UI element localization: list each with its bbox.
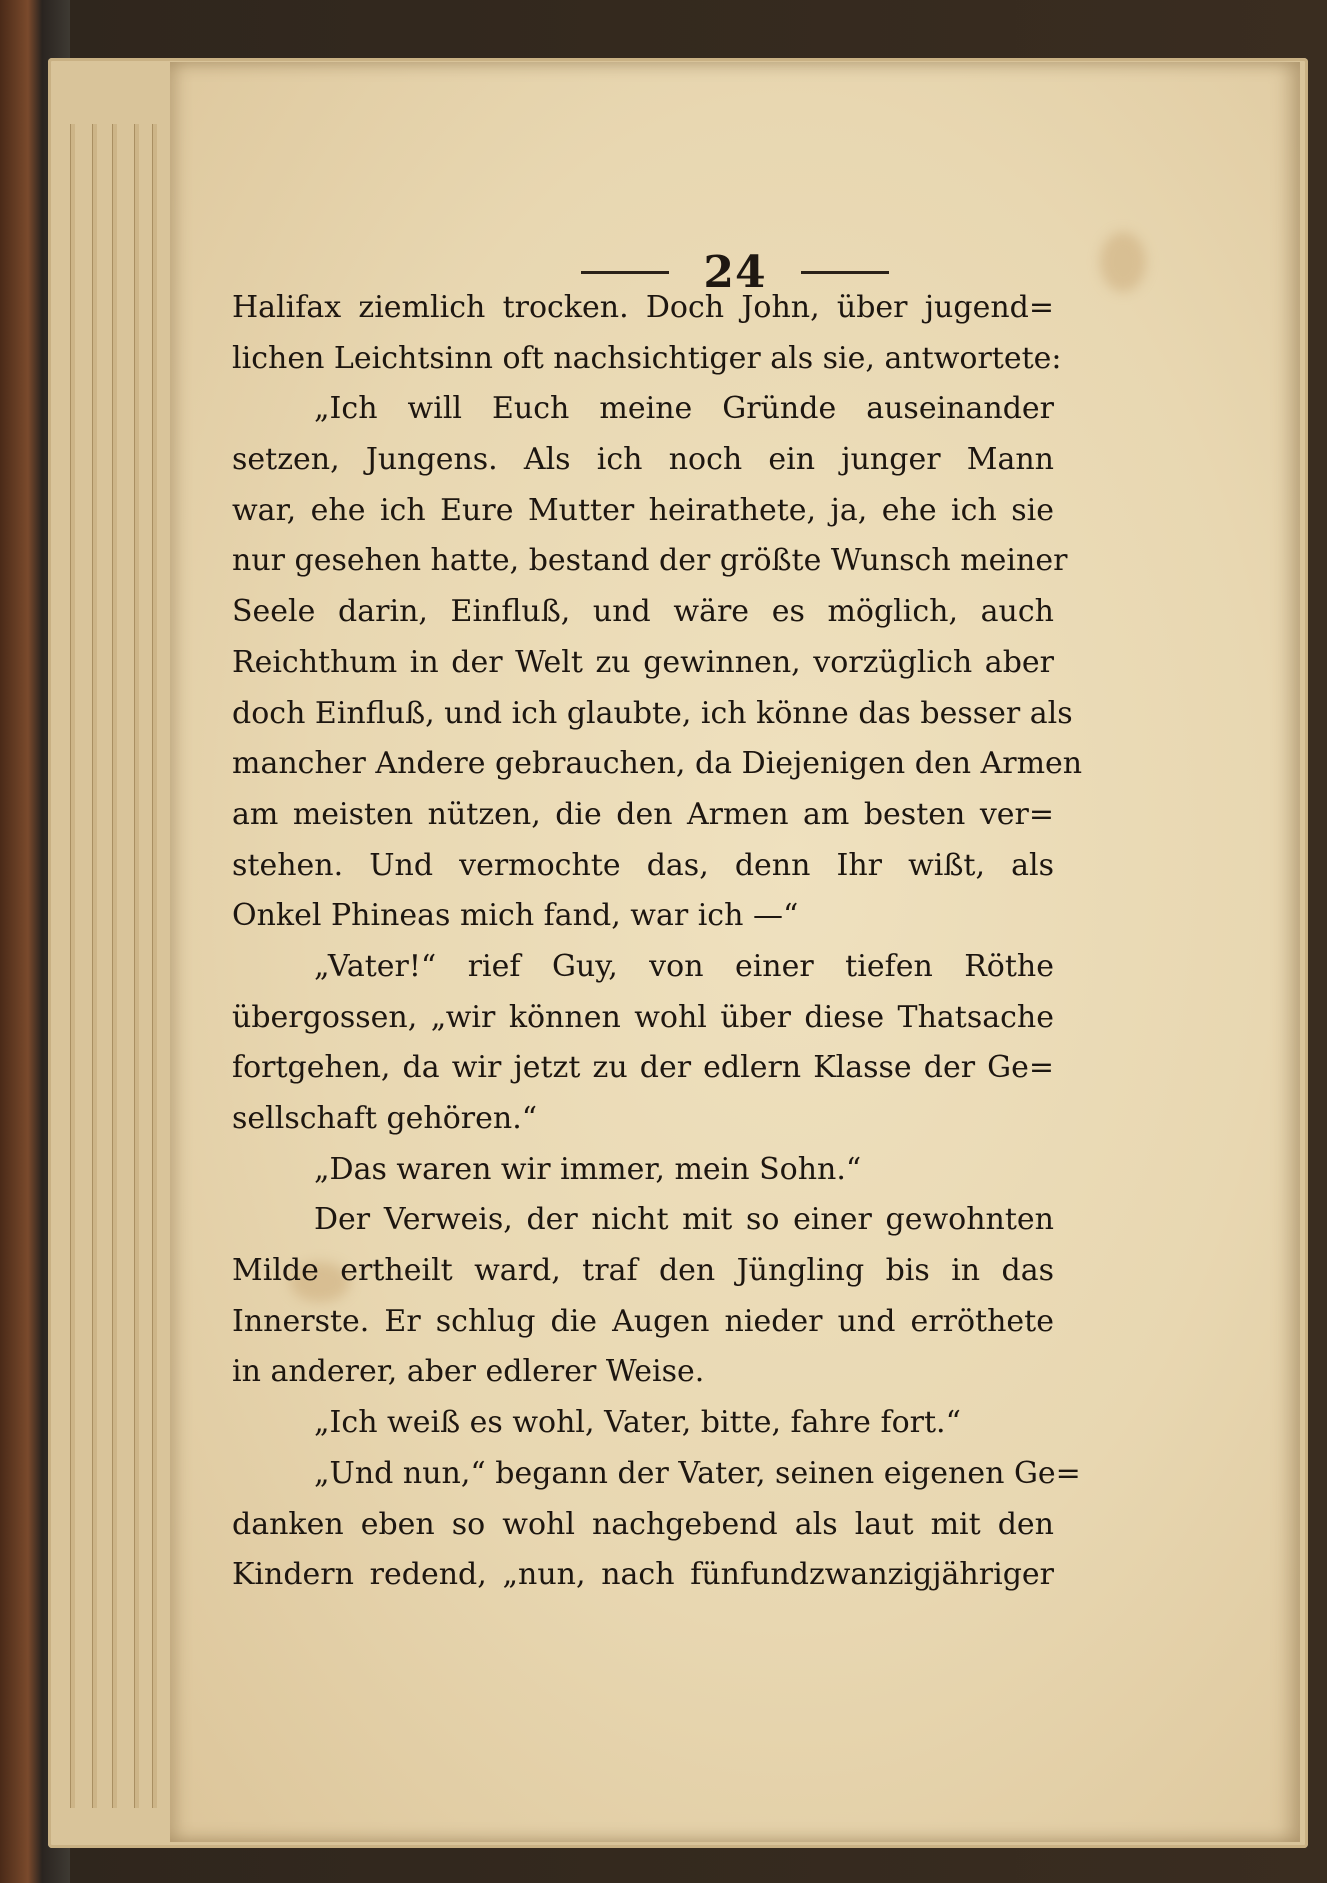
leaf-edge	[152, 124, 157, 1808]
text-line: setzen, Jungens. Als ich noch ein junger Mann	[232, 442, 1054, 478]
leaf-edge	[134, 124, 139, 1808]
text-line: in anderer, aber edlerer Weise.	[232, 1354, 705, 1390]
leaf-edge	[112, 124, 117, 1808]
text-line: Onkel Phineas mich fand, war ich —“	[232, 898, 799, 934]
text-line: war, ehe ich Eure Mutter heirathete, ja, ehe ich sie	[232, 492, 1054, 528]
text-line: Reichthum in der Welt zu gewinnen, vorzüglich aber	[232, 644, 1054, 680]
text-line: fortgehen, da wir jetzt zu der edlern Klasse der Ge=	[232, 1050, 1054, 1086]
leaf-edge	[70, 124, 75, 1808]
header-rule-right	[801, 271, 889, 274]
text-line: übergossen, „wir können wohl über diese Thatsache	[232, 999, 1054, 1035]
text-line: sellschaft gehören.“	[232, 1101, 538, 1136]
text-line: „Das waren wir immer, mein Sohn.“	[314, 1151, 862, 1187]
text-line: Der Verweis, der nicht mit so einer gewohnten	[314, 1202, 1054, 1238]
text-line: „Ich weiß es wohl, Vater, bitte, fahre fort.“	[314, 1405, 961, 1441]
text-line: Halifax ziemlich trocken. Doch John, über jugend=	[232, 290, 1054, 325]
text-line: „Vater!“ rief Guy, von einer tiefen Röthe	[314, 948, 1054, 984]
text-line: am meisten nützen, die den Armen am besten ver=	[232, 796, 1054, 832]
text-line: Seele darin, Einfluß, und wäre es möglich, auch	[232, 594, 1054, 630]
text-line: Kindern redend, „nun, nach fünfundzwanzigjähriger	[232, 1557, 1054, 1593]
text-line: „Ich will Euch meine Gründe auseinander	[314, 391, 1054, 427]
text-line: Innerste. Er schlug die Augen nieder und erröthete	[232, 1303, 1054, 1339]
text-line: nur gesehen hatte, bestand der größte Wunsch meiner	[232, 543, 1068, 579]
page-body-text	[232, 283, 1083, 1601]
text-line: danken eben so wohl nachgebend als laut mit den	[232, 1506, 1054, 1542]
text-line: stehen. Und vermochte das, denn Ihr wißt, als	[232, 847, 1054, 883]
header-rule-left	[581, 271, 669, 274]
leaf-edge	[92, 124, 97, 1808]
text-line: Milde ertheilt ward, traf den Jüngling bis in das	[232, 1253, 1054, 1289]
text-line: „Und nun,“ begann der Vater, seinen eigenen Ge=	[314, 1455, 1081, 1491]
text-line: lichen Leichtsinn oft nachsichtiger als sie, antwortete:	[232, 340, 1062, 376]
page-number: 24	[703, 246, 767, 298]
text-line: doch Einfluß, und ich glaubte, ich könne das besser als	[232, 695, 1073, 731]
text-line: mancher Andere gebrauchen, da Diejenigen den Armen	[232, 746, 1083, 782]
